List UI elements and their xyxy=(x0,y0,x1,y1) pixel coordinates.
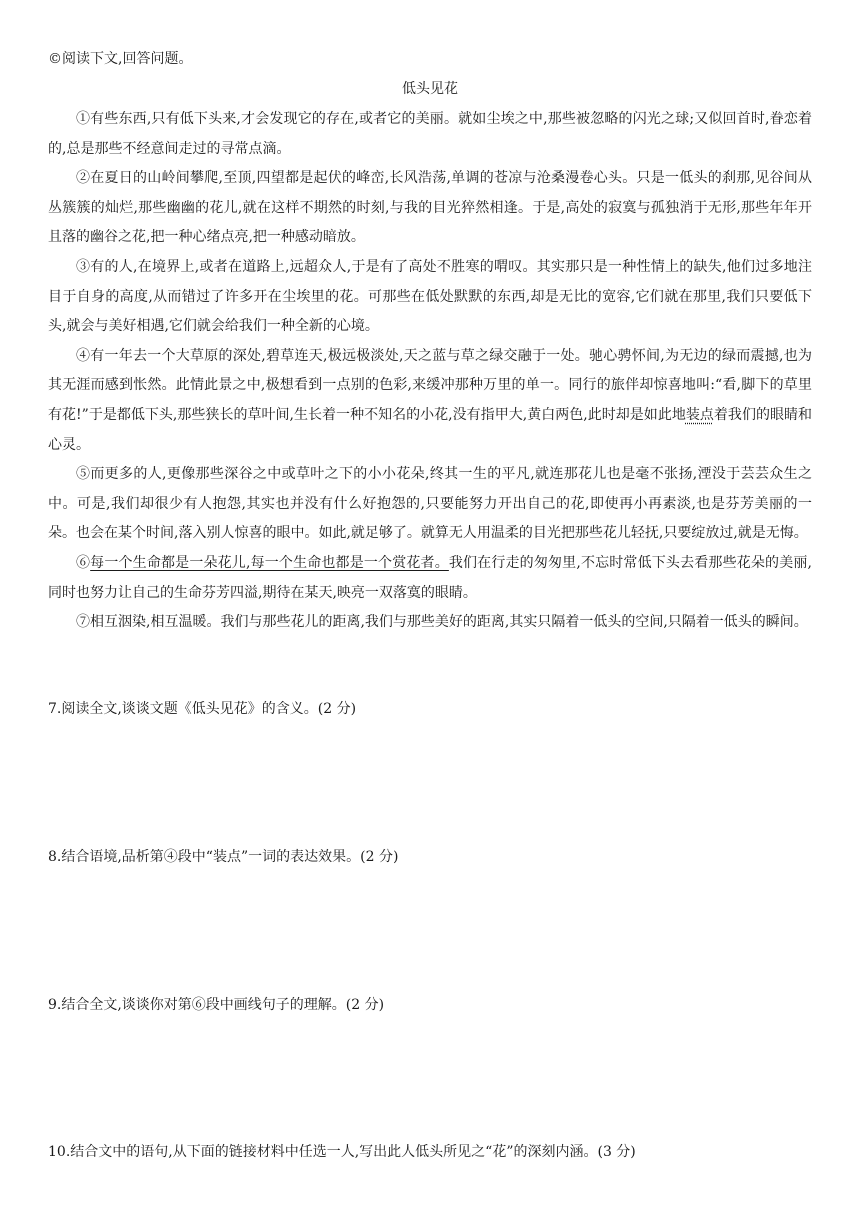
paragraph-3: ③有的人,在境界上,或者在道路上,远超众人,于是有了高处不胜寒的喟叹。其实那只是一种性情上的缺失,他们过多地注目于自身的高度,从而错过了许多开在尘埃里的花。可那些在低处默默的东西,却是无比的宽容,它们就在那里,我们只要低下头,就会与美好相遇,它们就会给我们一种全新的心境。 xyxy=(48,258,812,335)
article-body xyxy=(48,105,812,638)
paragraph-6 xyxy=(48,549,812,608)
underlined-sentence: 每一个生命都是一朵花儿,每一个生命也都是一个赏花者。 xyxy=(90,554,449,571)
question-9: 9.结合全文,谈谈你对第⑥段中画线句子的理解。(2 分) xyxy=(48,997,385,1013)
emphasized-word: 装点 xyxy=(685,406,714,423)
question-8: 8.结合语境,品析第④段中“装点”一词的表达效果。(2 分) xyxy=(48,849,399,865)
paragraph-7: ⑦相互洇染,相互温暖。我们与那些花儿的距离,我们与那些美好的距离,其实只隔着一低头的空间,只隔着一低头的瞬间。 xyxy=(76,614,808,631)
paragraph-1: ①有些东西,只有低下头来,才会发现它的存在,或者它的美丽。就如尘埃之中,那些被忽略的闪光之球;又似回首时,眷恋着的,总是那些不经意间走过的寻常点滴。 xyxy=(48,111,812,157)
question-7: 7.阅读全文,谈谈文题《低头见花》的含义。(2 分) xyxy=(48,701,357,717)
article-title: 低头见花 xyxy=(402,81,458,97)
answer-area-8[interactable] xyxy=(48,872,812,982)
paragraph-2: ②在夏日的山岭间攀爬,至顶,四望都是起伏的峰峦,长风浩荡,单调的苍凉与沧桑漫卷心头。只是一低头的刹那,见谷间从丛簇簇的灿烂,那些幽幽的花儿,就在这样不期然的时刻,与我的目光猝然相逢。于是,高处的寂寞与孤独消于无形,那些年年开且落的幽谷之花,把一种心绪点亮,把一种感动暗放。 xyxy=(48,170,812,246)
answer-area-7[interactable] xyxy=(48,724,812,834)
paragraph-4 xyxy=(48,342,812,460)
paragraph-5: ⑤而更多的人,更像那些深谷之中或草叶之下的小小花朵,终其一生的平凡,就连那花儿也是毫不张扬,湮没于芸芸众生之中。可是,我们却很少有人抱怨,其实也并没有什么好抱怨的,只要能努力开出自己的花,即使再小再素淡,也是芬芳美丽的一朵。也会在某个时间,落入别人惊喜的眼中。如此,就足够了。就算无人用温柔的目光把那些花儿轻抚,只要绽放过,就是无悔。 xyxy=(48,466,812,542)
answer-area-9[interactable] xyxy=(48,1020,812,1130)
paragraph-6-text: 我们在行走的匆匆里,不忘时常低下头去看那些花朵的美丽,同时也努力让自己的生命芬芳四溢,期待在某天,映亮一双落寞的眼睛。 xyxy=(48,554,812,601)
reading-instruction: ©阅读下文,回答问题。 xyxy=(48,51,193,67)
question-10: 10.结合文中的语句,从下面的链接材料中任选一人,写出此人低头所见之“花”的深刻内涵。(3 分) xyxy=(48,1144,636,1160)
paragraph-4-text-end: 着我们的眼睛和心灵。 xyxy=(48,406,813,453)
paragraph-6-number: ⑥ xyxy=(76,554,91,571)
paragraph-4-text: ④有一年去一个大草原的深处,碧草连天,极远极淡处,天之蓝与草之绿交融于一处。驰心骋怀间,为无边的绿而震撼,也为其无涯而感到怅然。此情此景之中,极想看到一点别的色彩,来缓冲那种万里的单一。同行的旅伴却惊喜地叫:“看,脚下的草里有花!”于是都低下头,那些狭长的草叶间,生长着一种不知名的小花,没有指甲大,黄白两色,此时却是如此地 xyxy=(48,347,812,423)
